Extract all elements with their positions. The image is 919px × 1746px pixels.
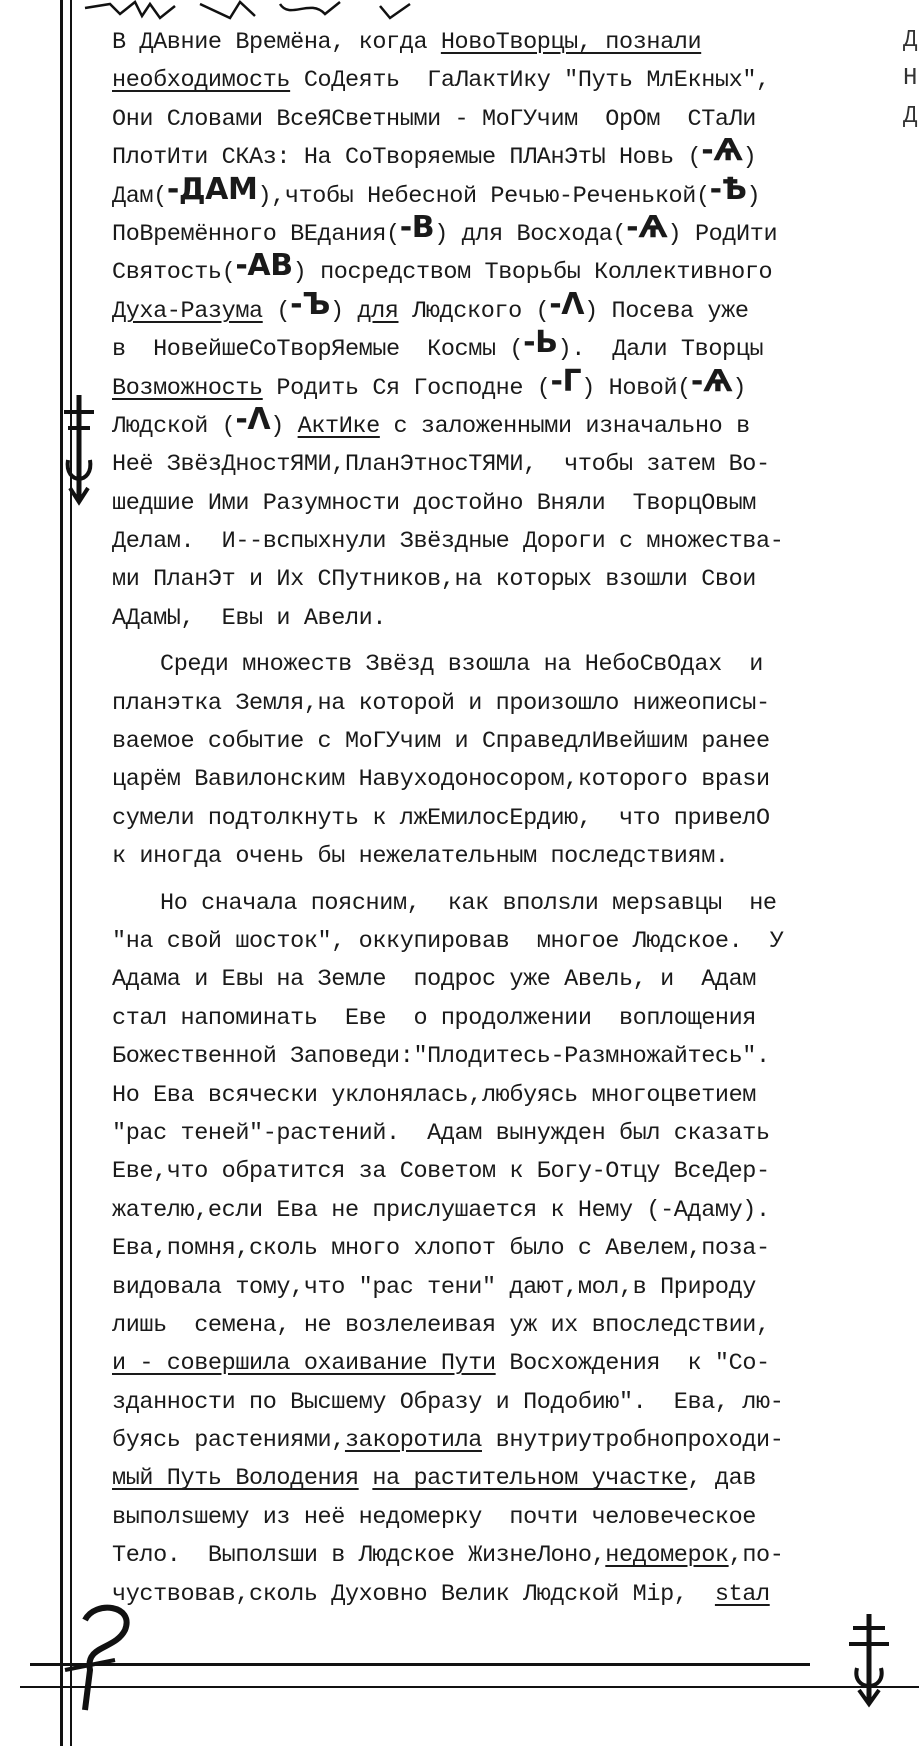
text-line: Людской (-Λ) АктИке с заложенными изначально в: [112, 401, 750, 440]
handwritten-glyph: -В: [399, 209, 435, 245]
text-line: видовала тому,что "рас тени" дают,мол,в Природу: [112, 1273, 757, 1301]
paragraph-gap: [112, 877, 882, 885]
margin-rule-left-outer: [60, 0, 63, 1746]
underlined-phrase: stал: [714, 1580, 770, 1608]
bottom-rule-upper: [30, 1663, 810, 1666]
margin-rule-left-inner: [70, 0, 72, 1746]
text-line: "на свой шосток", оккупировав многое Людское. У: [112, 927, 784, 955]
text-line: чуствовав,сколь Духовно Велик Людской Мiр, stал: [112, 1580, 770, 1608]
text-line: ми ПланЭт и Их СПутников,на которых взошли Свои: [112, 566, 757, 594]
text-line: Святость(-АВ) посредством Творьбы Коллективного: [112, 248, 773, 287]
underlined-phrase: мый Путь Володения: [112, 1465, 359, 1493]
text-line: Среди множеств Звёзд взошла на НебоСвОдах и: [160, 651, 763, 679]
text-line: ваемое событие с МоГУчим и СправедлИвейшим ранее: [112, 728, 770, 756]
text-line: ПоВремённого ВЕдания(-В) для Восхода(-Ѧ) РодИти: [112, 209, 778, 248]
text-line: Духа-Разума (-Ъ) для Людского (-Λ) Посева уже: [112, 286, 749, 325]
handwritten-glyph: -Ъ: [290, 286, 330, 322]
paragraph-p1: [112, 24, 882, 638]
body-text: [112, 24, 882, 1614]
edge-char: Н: [903, 65, 918, 92]
text-line: Ева,помня,сколь много хлопот было с Авелем,поза-: [112, 1235, 770, 1263]
underlined-phrase: для: [357, 297, 399, 325]
text-line: и - совершила охаивание Пути Восхождения к "Со-: [112, 1350, 770, 1378]
text-line: к иногда очень бы нежелательным последствиям.: [112, 843, 729, 871]
paragraph-gap: [112, 638, 882, 646]
paragraph-p2: [112, 646, 882, 876]
handwritten-glyph: -Ѧ: [690, 363, 733, 399]
text-line: Дам(-ДАМ),чтобы Небесной Речью-Реченькой(-Ѣ): [112, 171, 761, 210]
text-line: Неё ЗвёзДностЯМИ,ПланЭтносТЯМИ, чтобы затем Во-: [112, 451, 770, 479]
text-line: необходимость СоДеять ГаЛактИку "Путь МлЕкных",: [112, 67, 770, 95]
underlined-phrase: закоротила: [344, 1427, 482, 1455]
bottom-rule-lower: [20, 1686, 919, 1688]
text-line: Адама и Евы на Земле подрос уже Авель, и Адам: [112, 966, 757, 994]
text-line: царём Вавилонским Навуходоносором,которого враsи: [112, 766, 770, 794]
text-line: АДамЫ, Евы и Авели.: [112, 604, 387, 632]
text-line: мый Путь Володения на растительном участке, дав: [112, 1465, 757, 1493]
handwritten-glyph: -Ѣ: [709, 171, 747, 207]
underlined-phrase: и - совершила охаивание Пути: [112, 1350, 496, 1378]
handwritten-glyph: -Г: [550, 363, 582, 399]
text-line: буясь растениями,закоротила внутриутробнопроходи-: [112, 1427, 784, 1455]
handwritten-glyph: -Λ: [549, 286, 585, 322]
text-line: лишь семена, не возлелеивая уж их впоследствии,: [112, 1311, 770, 1339]
cross-anchor-bottom-right-icon: [845, 1610, 893, 1710]
underlined-phrase: необходимость: [112, 67, 291, 95]
underlined-phrase: Возможность: [112, 374, 263, 402]
text-line: Божественной Заповеди:"Плодитесь-Размножайтесь".: [112, 1043, 770, 1071]
cropped-next-column: [903, 22, 919, 136]
text-line: Еве,что обратится за Советом к Богу-Отцу ВсеДер-: [112, 1158, 770, 1186]
text-line: ПлотИти СКАз: На СоТворяемые ПЛАнЭтЫ Новь (-Ѧ): [112, 133, 757, 172]
text-line: сумели подтолкнуть к лжЕмилосЕрдию, что привелО: [112, 804, 770, 832]
text-line: жателю,если Ева не прислушается к Нему (-Адаму).: [112, 1196, 770, 1224]
text-line: зданности по Высшему Образу и Подобию". Ева, лю-: [112, 1388, 784, 1416]
cross-anchor-icon: [60, 390, 98, 510]
text-line: Они Словами ВсеЯСветными - МоГУчим ОрОм СТаЛи: [112, 105, 757, 133]
text-line: Делам. И--вспыхнули Звёздные Дороги с множества-: [112, 528, 784, 556]
scribble-drawing-top: [80, 0, 440, 22]
edge-char: Д: [903, 27, 918, 54]
handwritten-glyph: -АВ: [235, 248, 293, 284]
handwritten-glyph: -Ь: [523, 325, 558, 361]
underlined-phrase: АктИке: [297, 412, 380, 440]
anchor-scribble-icon: [55, 1600, 145, 1720]
underlined-phrase: НовоТворцы, познали: [440, 29, 702, 56]
text-line: выполsшему из неё недомерку почти человеческое: [112, 1503, 757, 1531]
text-line: Но сначала поясним, как вполsли мерsавцы не: [160, 889, 777, 917]
underlined-phrase: недомерок: [605, 1542, 729, 1570]
underlined-phrase: на растительном участке: [372, 1465, 688, 1493]
underlined-phrase: Духа-Разума: [112, 297, 263, 325]
text-line: "рас теней"-растений. Адам вынужден был сказать: [112, 1119, 770, 1147]
paragraph-p3: [112, 885, 882, 1614]
text-line: В ДАвние Времёна, когда НовоТворцы, познали: [112, 29, 702, 56]
handwritten-glyph: -ДАМ: [166, 171, 258, 207]
handwritten-glyph: -Λ: [235, 401, 271, 437]
text-line: Но Ева всячески уклонялась,любуясь многоцветием: [112, 1081, 757, 1109]
text-line: стал напоминать Еве о продолжении воплощения: [112, 1004, 757, 1032]
text-line: планэтка Земля,на которой и произошло нижеописы-: [112, 689, 770, 717]
edge-char: Д: [903, 103, 918, 130]
handwritten-glyph: -Ѧ: [626, 209, 668, 245]
text-line: Тело. Выполsши в Людское ЖизнеЛоно,недомерок,по-: [112, 1542, 784, 1570]
text-line: Возможность Родить Ся Господне (-Г) Новой(-Ѧ): [112, 363, 747, 402]
handwritten-glyph: -Ѧ: [701, 133, 743, 169]
text-line: шедшие Ими Разумности достойно Вняли ТворцОвым: [112, 489, 757, 517]
text-line: в НовейшеСоТворЯемые Космы (-Ь). Дали Творцы: [112, 325, 764, 364]
